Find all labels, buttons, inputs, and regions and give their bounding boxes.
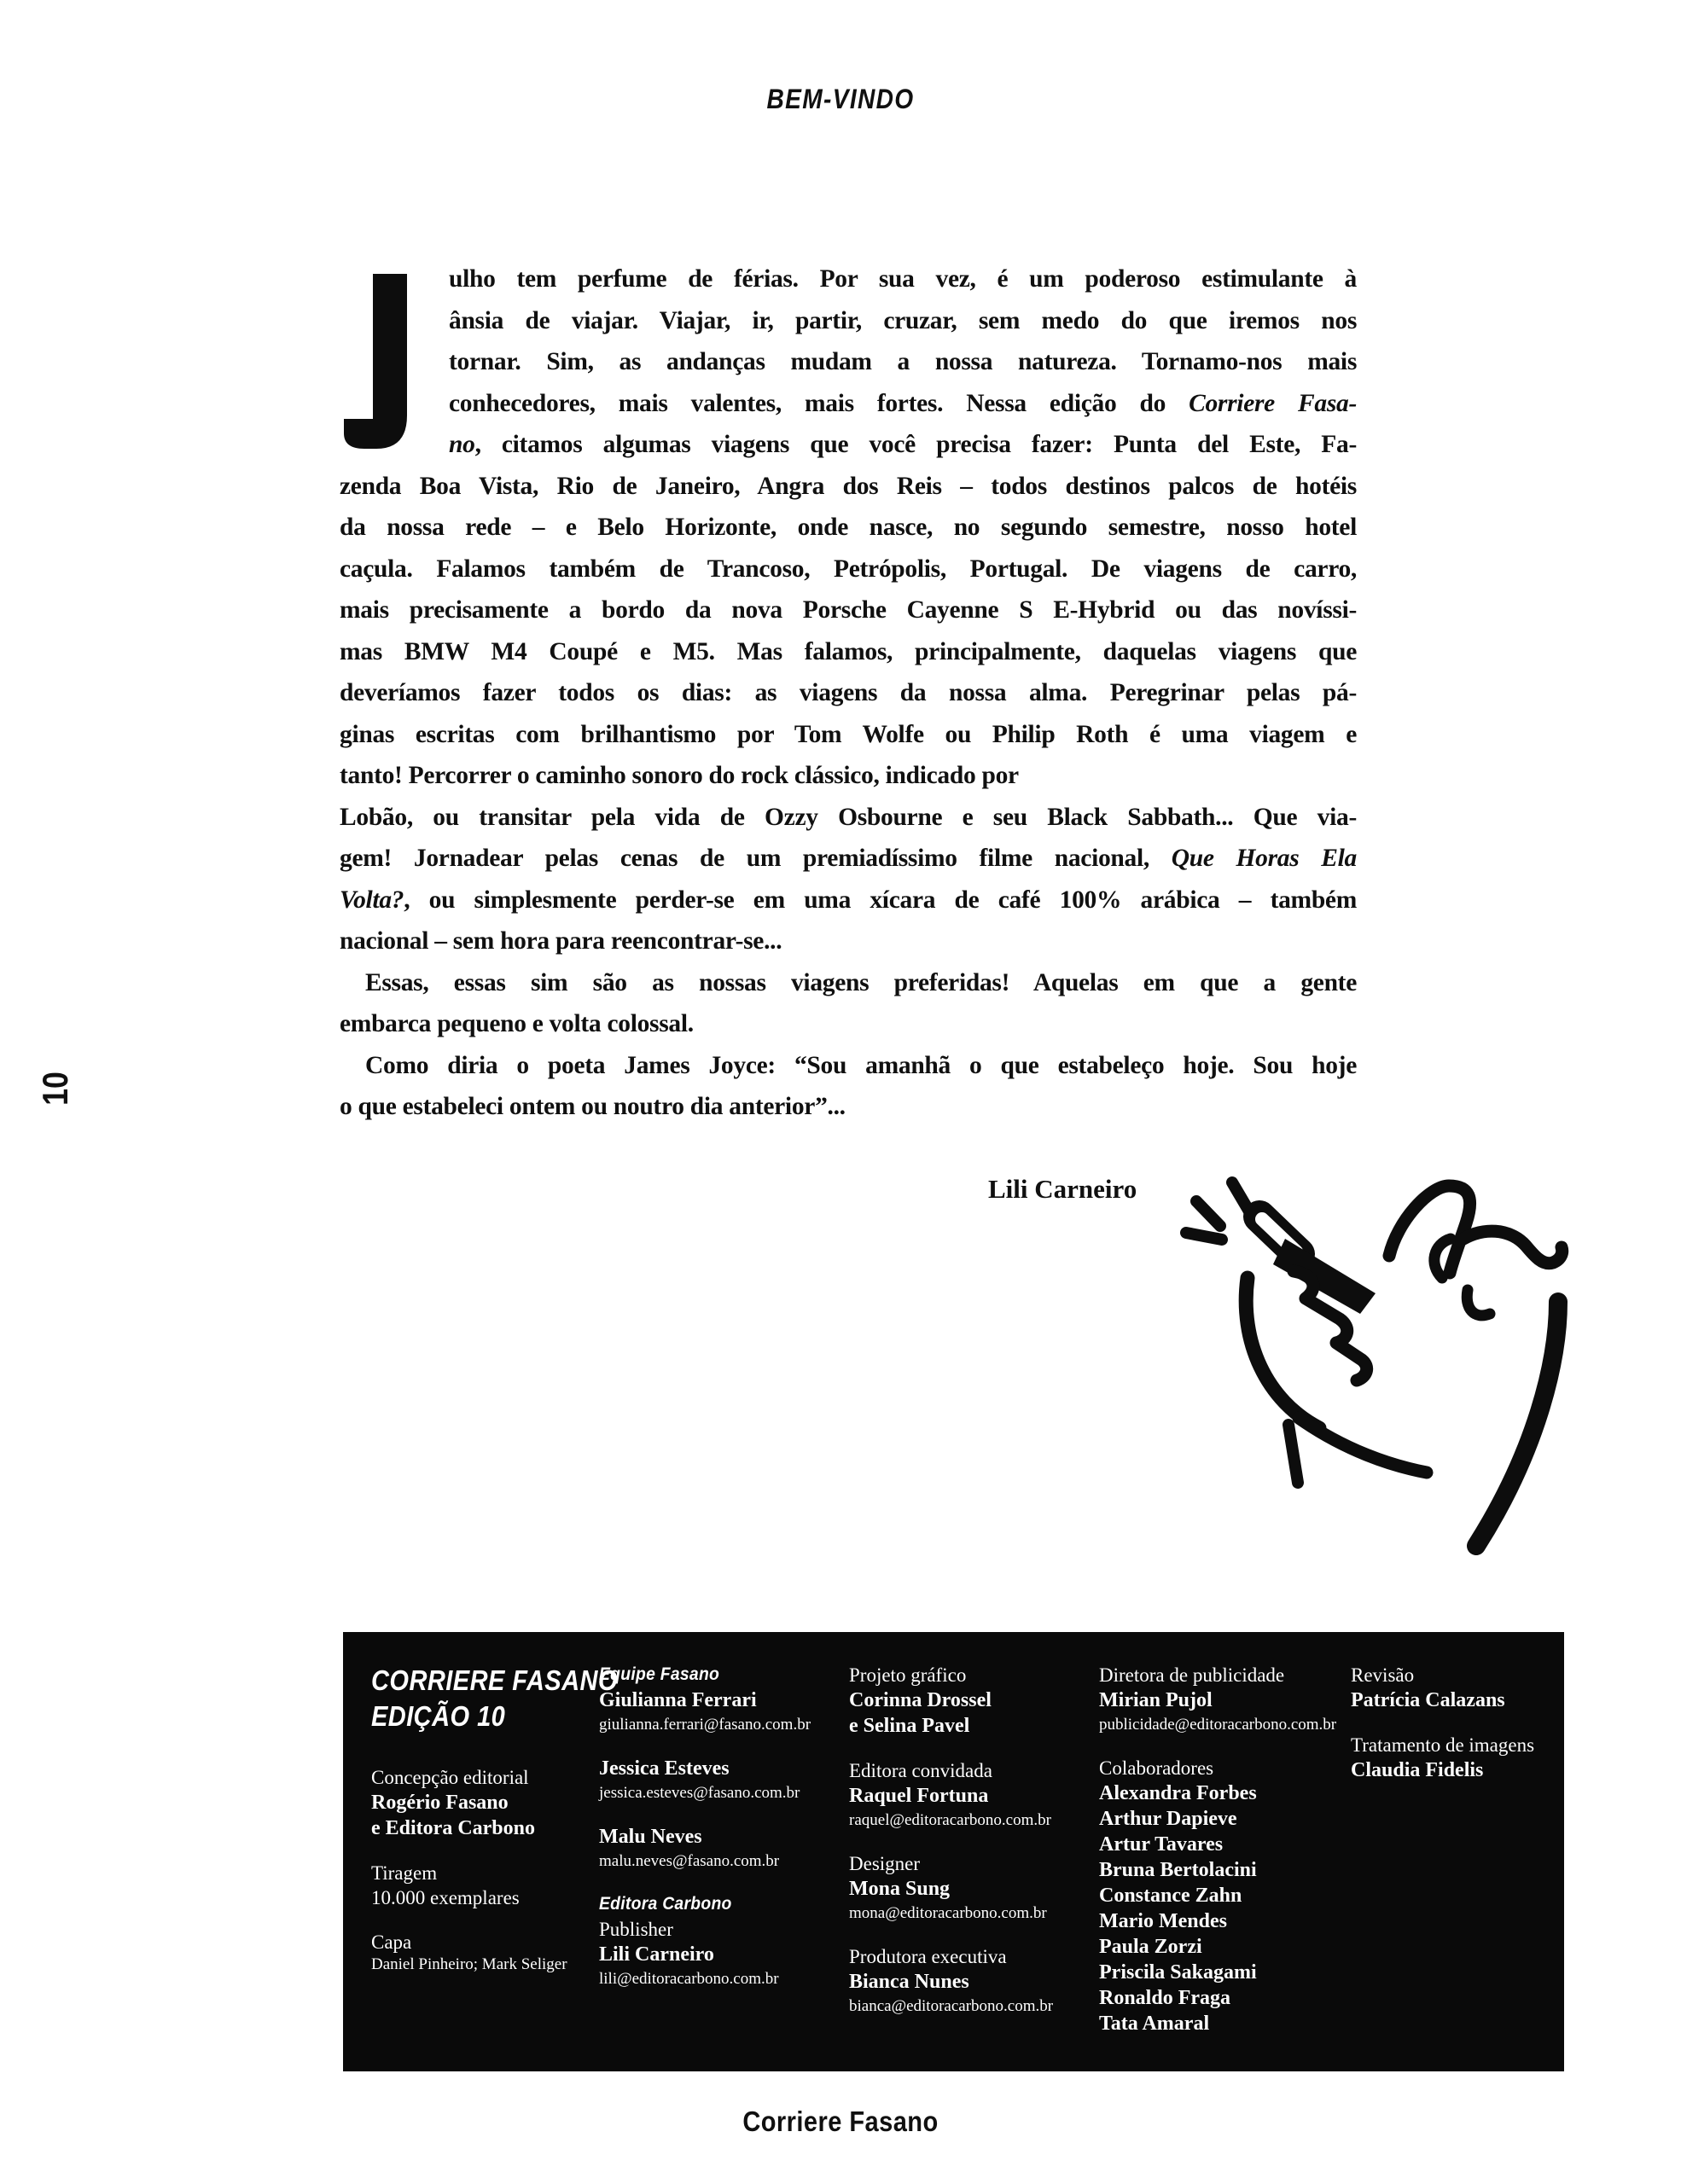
letter-line: caçula. Falamos também de Trancoso, Petrópolis, Portugal. De viagens de carro,	[340, 555, 1357, 583]
masthead-title: CORRIERE FASANO	[371, 1664, 618, 1696]
credit-email: publicidade@editoracarbono.com.br	[1099, 1716, 1337, 1734]
credit-name: Bruna Bertolacini	[1099, 1859, 1257, 1881]
masthead-block	[1351, 1663, 1552, 1713]
masthead-block	[1099, 1663, 1351, 1736]
credit-name: Priscila Sakagami	[1099, 1961, 1257, 1984]
credit-name: Raquel Fortuna	[849, 1785, 989, 1807]
credit-role-label: Tratamento de imagens	[1351, 1734, 1535, 1756]
credit-name: Lili Carneiro	[599, 1943, 714, 1966]
letter-line: tornar. Sim, as andanças mudam a nossa natureza. Tornamo-nos mais	[449, 348, 1357, 375]
letter-line: ginas escritas com brilhantismo por Tom Wolfe ou Philip Roth é uma viagem e	[340, 720, 1357, 748]
masthead-block	[599, 1663, 849, 1736]
credit-role-label: Colaboradores	[1099, 1757, 1214, 1779]
credit-email: malu.neves@fasano.com.br	[599, 1852, 780, 1870]
letter-line: deveríamos fazer todos os dias: as viagens da nossa alma. Peregrinar pelas pá-	[340, 679, 1357, 706]
footer-magazine-name: Corriere Fasano	[742, 2106, 939, 2137]
masthead-title: EDIÇÃO 10	[371, 1700, 506, 1732]
masthead-column	[1351, 1663, 1552, 2056]
credit-role-label: Projeto gráfico	[849, 1664, 967, 1686]
letter-line: Essas, essas sim são as nossas viagens preferidas! Aquelas em que a gente	[365, 968, 1357, 996]
letter-line: Volta?, ou simplesmente perder-se em uma xícara de café 100% arábica – também	[340, 886, 1357, 914]
credit-name: Constance Zahn	[1099, 1885, 1242, 1907]
credit-email: giulianna.ferrari@fasano.com.br	[599, 1716, 811, 1734]
credit-role-label: Produtora executiva	[849, 1946, 1007, 1967]
credit-name: Mirian Pujol	[1099, 1689, 1213, 1711]
credit-name: Tata Amaral	[1099, 2013, 1210, 2035]
masthead-section-head: Editora Carbono	[599, 1893, 732, 1914]
masthead-block	[371, 1930, 599, 1975]
credit-text: 10.000 exemplares	[371, 1887, 520, 1908]
credit-name: e Editora Carbono	[371, 1817, 535, 1839]
credit-name: Arthur Dapieve	[1099, 1808, 1237, 1830]
credit-name: Corinna Drossel	[849, 1689, 992, 1711]
masthead-section-head: Equipe Fasano	[599, 1664, 720, 1684]
credit-name: Patrícia Calazans	[1351, 1689, 1505, 1711]
letter-lines	[340, 258, 1357, 1128]
drop-cap-j	[344, 274, 407, 449]
credit-role-label: Revisão	[1351, 1664, 1415, 1686]
credit-role-label: Diretora de publicidade	[1099, 1664, 1285, 1686]
letter-line: Lobão, ou transitar pela vida de Ozzy Osbourne e seu Black Sabbath... Que via-	[340, 803, 1357, 831]
masthead-column	[599, 1663, 849, 2056]
masthead-block	[1351, 1733, 1552, 1783]
signature: Lili Carneiro	[988, 1174, 1137, 1204]
masthead-block	[599, 1892, 849, 1990]
masthead-block	[371, 1861, 599, 1910]
masthead-block	[599, 1756, 849, 1804]
masthead-block	[849, 1851, 1099, 1925]
credit-name: Alexandra Forbes	[1099, 1782, 1257, 1804]
credit-name: Mario Mendes	[1099, 1910, 1227, 1932]
letter-line: Como diria o poeta James Joyce: “Sou amanhã o que estabeleço hoje. Sou hoje	[365, 1051, 1357, 1079]
letter-line: embarca pequeno e volta colossal.	[340, 1010, 694, 1037]
credit-email: bianca@editoracarbono.com.br	[849, 1997, 1054, 2015]
credit-role-label: Designer	[849, 1853, 921, 1874]
credit-name: Malu Neves	[599, 1826, 702, 1848]
ray-icon	[1186, 1233, 1222, 1240]
letter-line: da nossa rede – e Belo Horizonte, onde nasce, no segundo semestre, nosso hotel	[340, 514, 1357, 541]
masthead-box	[343, 1632, 1564, 2071]
credit-email: lili@editoracarbono.com.br	[599, 1970, 779, 1988]
credit-name: Paula Zorzi	[1099, 1936, 1202, 1958]
credit-name: Bianca Nunes	[849, 1971, 969, 1993]
ray-icon	[1196, 1201, 1220, 1226]
hand-pen-illustration	[1178, 1143, 1587, 1570]
credit-name: Rogério Fasano	[371, 1792, 509, 1814]
credit-email: jessica.esteves@fasano.com.br	[599, 1784, 800, 1802]
credit-name: Artur Tavares	[1099, 1833, 1224, 1856]
letter-body	[340, 258, 1358, 1204]
credit-name: Claudia Fidelis	[1351, 1759, 1484, 1781]
masthead-columns	[371, 1663, 1552, 2056]
running-head: BEM-VINDO	[766, 84, 915, 114]
credit-email: mona@editoracarbono.com.br	[849, 1904, 1047, 1922]
credit-email: raquel@editoracarbono.com.br	[849, 1811, 1051, 1829]
masthead-column	[1099, 1663, 1351, 2056]
credit-name: Giulianna Ferrari	[599, 1689, 757, 1711]
letter-line: no, citamos algumas viagens que você precisa fazer: Punta del Este, Fa-	[449, 431, 1357, 458]
page-number: 10	[35, 1072, 75, 1106]
masthead-block	[371, 1663, 618, 1734]
letter-line: gem! Jornadear pelas cenas de um premiadíssimo filme nacional, Que Horas Ela	[340, 845, 1357, 872]
masthead-block	[599, 1824, 849, 1873]
letter-line: zenda Boa Vista, Rio de Janeiro, Angra dos Reis – todos destinos palcos de hotéis	[340, 472, 1357, 500]
credit-name: Mona Sung	[849, 1878, 951, 1900]
masthead-block	[849, 1663, 1099, 1739]
masthead-column	[371, 1663, 618, 2056]
masthead-block	[1099, 1756, 1351, 2036]
credit-role-label: Tiragem	[371, 1862, 438, 1884]
letter-line: conhecedores, mais valentes, mais fortes. Nessa edição do Corriere Fasa-	[449, 389, 1358, 417]
credit-name: e Selina Pavel	[849, 1715, 970, 1737]
letter-line: mas BMW M4 Coupé e M5. Mas falamos, principalmente, daquelas viagens que	[340, 637, 1357, 665]
credit-role-label: Publisher	[599, 1919, 673, 1940]
credit-name: Ronaldo Fraga	[1099, 1987, 1231, 2009]
credit-role-label: Capa	[371, 1931, 412, 1953]
masthead-block	[371, 1765, 599, 1841]
credit-role-label: Concepção editorial	[371, 1767, 529, 1788]
letter-line: nacional – sem hora para reencontrar-se...	[340, 927, 782, 955]
letter-line: tanto! Percorrer o caminho sonoro do rock clássico, indicado por	[340, 762, 1019, 789]
letter-line: ânsia de viajar. Viajar, ir, partir, cruzar, sem medo do que iremos nos	[449, 306, 1357, 334]
masthead-block	[849, 1758, 1099, 1832]
masthead-column	[849, 1663, 1099, 2056]
letter-line: ulho tem perfume de férias. Por sua vez, é um poderoso estimulante à	[449, 265, 1357, 293]
credit-text-small: Daniel Pinheiro; Mark Seliger	[371, 1955, 567, 1973]
credit-role-label: Editora convidada	[849, 1760, 992, 1781]
letter-line: mais precisamente a bordo da nova Porsche Cayenne S E-Hybrid ou das novíssi-	[340, 596, 1357, 624]
masthead-block	[849, 1944, 1099, 2018]
credit-name: Jessica Esteves	[599, 1757, 730, 1780]
letter-line: o que estabeleci ontem ou noutro dia anterior”...	[340, 1093, 846, 1120]
